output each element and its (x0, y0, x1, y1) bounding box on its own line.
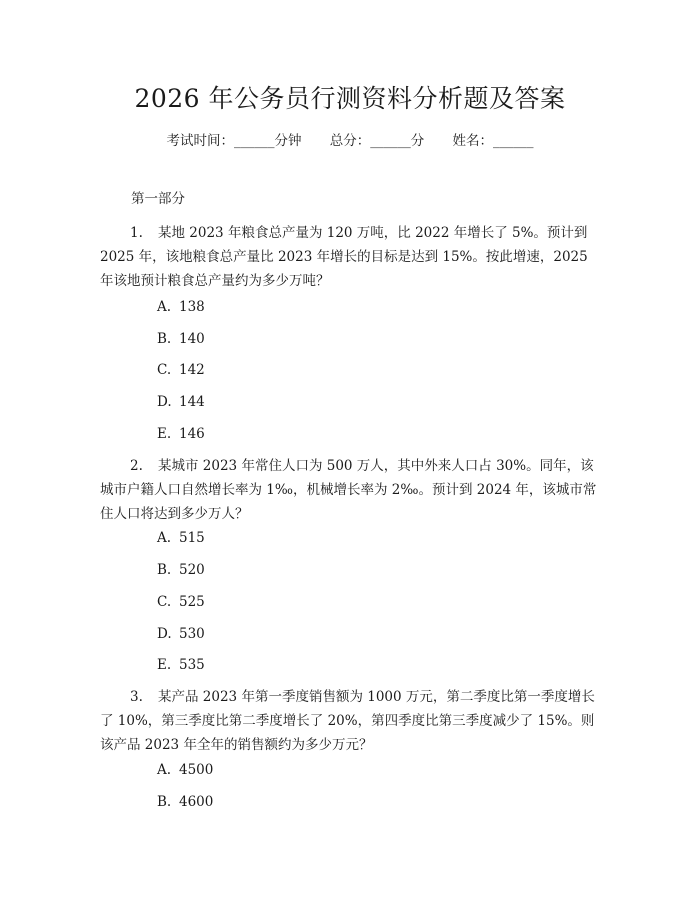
question-1-option-b (157, 329, 205, 349)
option-value: 530 (179, 626, 205, 642)
question-number: 3. (130, 689, 143, 705)
option-letter: C. (157, 594, 172, 610)
exam-time-field: 考试时间：______分钟 (166, 133, 302, 149)
question-2-option-a (157, 528, 205, 548)
option-value: 144 (179, 394, 205, 410)
question-text: 某地 2023 年粮食总产量为 120 万吨，比 2022 年增长了 5%。预计到 2025 年，该地粮食总产量比 2023 年增长的目标是达到 15%。按此增速，2025 年该地预计粮食总产量约为多少万吨？ (100, 225, 588, 289)
question-3 (100, 685, 600, 757)
question-1 (100, 221, 600, 293)
question-3-option-a (157, 760, 213, 780)
question-2 (100, 454, 600, 526)
exam-info-line (0, 131, 700, 151)
option-letter: E. (157, 426, 172, 442)
option-letter: A. (157, 762, 172, 778)
question-text: 某产品 2023 年第一季度销售额为 1000 万元，第二季度比第一季度增长了 10%，第三季度比第二季度增长了 20%，第四季度比第三季度减少了 15%。则该产品 2023 年全年的销售额约为多少万元？ (100, 689, 595, 753)
option-letter: B. (157, 794, 172, 810)
option-letter: A. (157, 299, 172, 315)
question-number: 2. (130, 458, 143, 474)
question-3-option-b (157, 792, 213, 812)
option-letter: D. (157, 394, 172, 410)
option-value: 525 (179, 594, 205, 610)
option-letter: B. (157, 562, 172, 578)
option-value: 4500 (179, 762, 214, 778)
question-number: 1. (130, 225, 143, 241)
option-letter: A. (157, 530, 172, 546)
option-value: 520 (179, 562, 205, 578)
option-letter: D. (157, 626, 172, 642)
question-text: 某城市 2023 年常住人口为 500 万人，其中外来人口占 30%。同年，该城市户籍人口自然增长率为 1‰，机械增长率为 2‰。预计到 2024 年，该城市常住人口将达到多少万人？ (100, 458, 597, 522)
question-1-option-e (157, 424, 205, 444)
question-2-option-c (157, 592, 205, 612)
question-2-option-e (157, 655, 205, 675)
option-letter: B. (157, 331, 172, 347)
section-heading: 第一部分 (131, 191, 185, 207)
option-value: 146 (179, 426, 205, 442)
option-value: 138 (179, 299, 205, 315)
question-2-option-d (157, 624, 205, 644)
option-value: 142 (179, 362, 205, 378)
option-value: 535 (179, 657, 205, 673)
question-2-option-b (157, 560, 205, 580)
option-letter: E. (157, 657, 172, 673)
question-1-option-c (157, 360, 205, 380)
option-value: 140 (179, 331, 205, 347)
total-score-field: 总分：______分 (329, 133, 425, 149)
option-value: 4600 (179, 794, 214, 810)
name-field: 姓名：______ (452, 133, 534, 149)
option-value: 515 (179, 530, 205, 546)
option-letter: C. (157, 362, 172, 378)
document-title: 2026 年公务员行测资料分析题及答案 (134, 84, 566, 113)
question-1-option-a (157, 297, 205, 317)
question-1-option-d (157, 392, 205, 412)
